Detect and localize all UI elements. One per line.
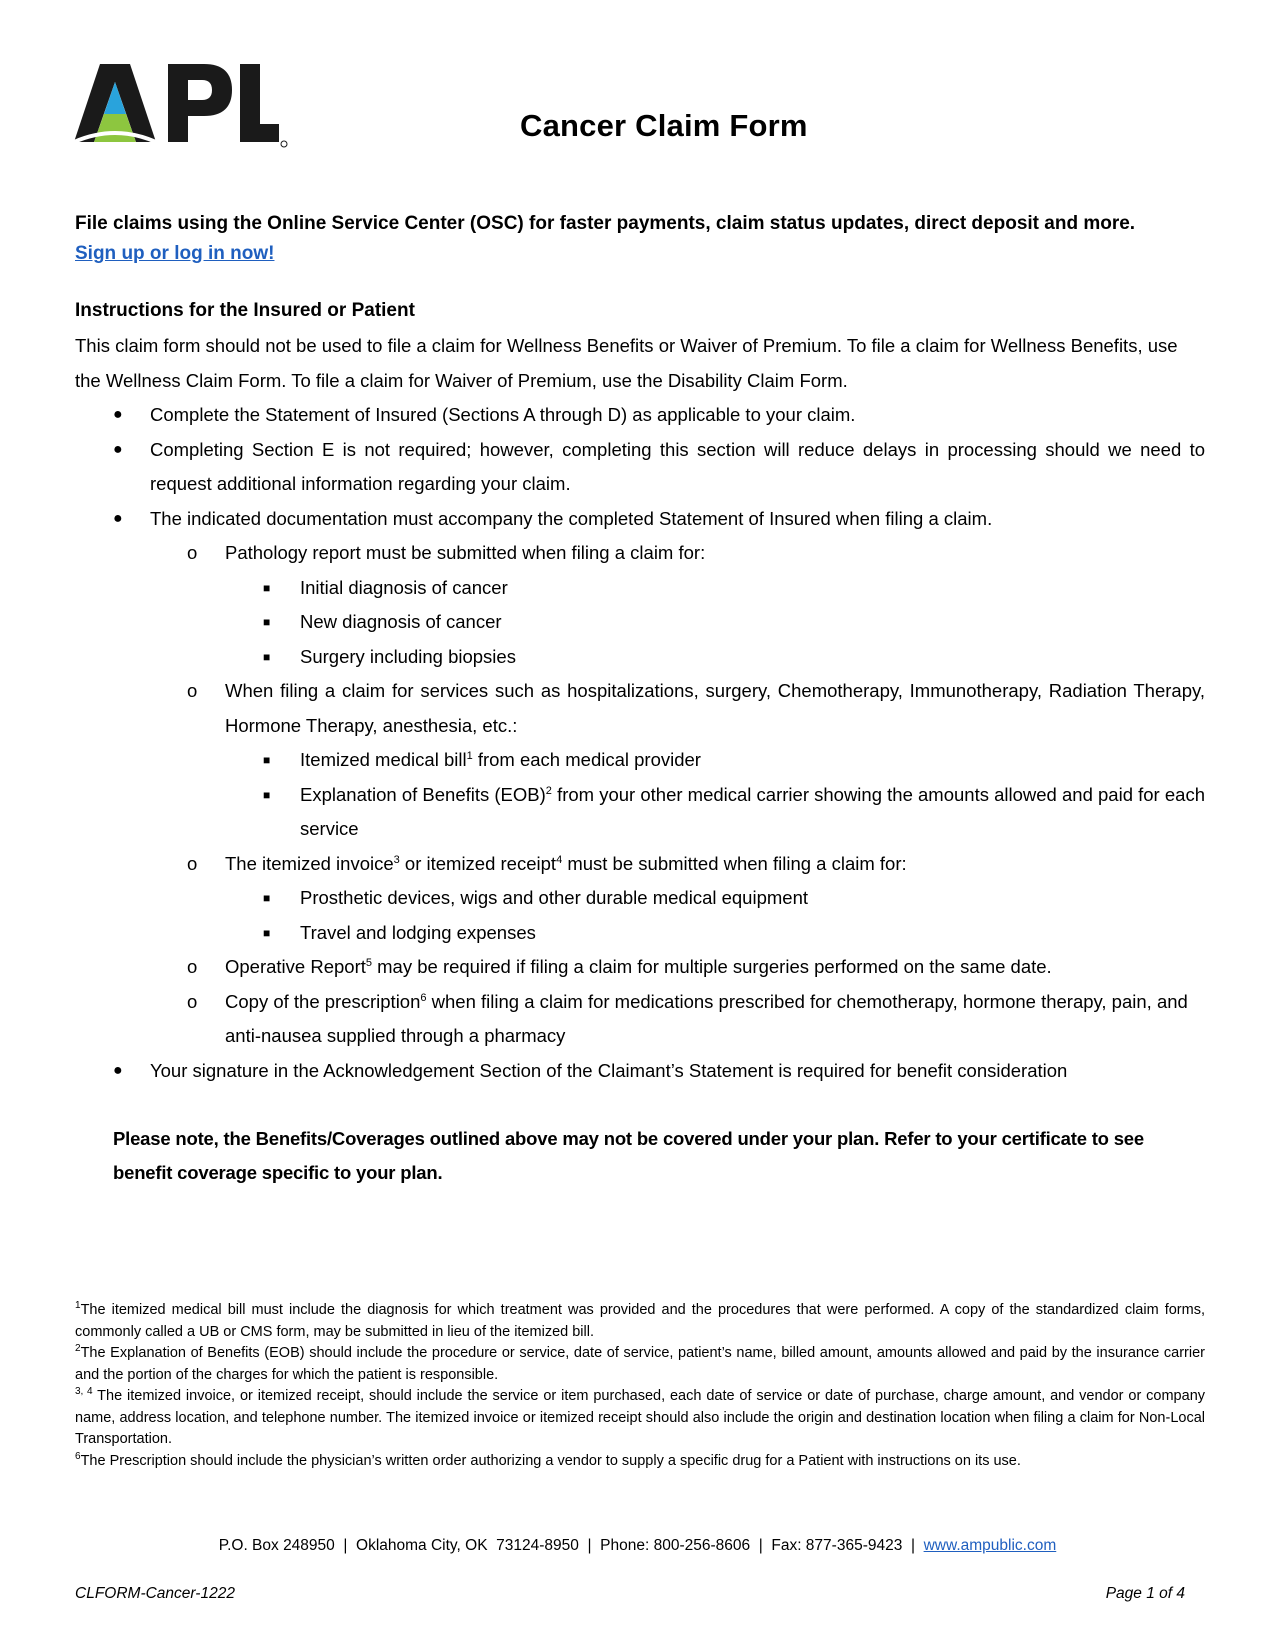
list-item: ■ Itemized medical bill$^1$ from each medical provider [75,743,1205,778]
bullet-icon: ● [113,406,123,423]
list-item: o Pathology report must be submitted when filing a claim for: [75,536,1205,571]
list-item: ■ Explanation of Benefits (EOB)$^2$ from your other medical carrier showing the amounts allowed and paid for each service [75,778,1205,847]
bullet-icon: ● [113,1061,123,1079]
contact-info: P.O. Box 248950 | Oklahoma City, OK 73124-8950 | Phone: 800-256-8606 | Fax: 877-365-9423 | www.ampublic.com [218,1537,1057,1554]
instructions-paragraph: This claim form should not be used to file a claim for Wellness Benefits or Waiver of Premium. To file a claim for Wellness Benefits, use the Wellness Claim Form. To file a claim for Waiver of Premium, use the Disability Claim Form. [75,335,1178,391]
circle-bullet-icon: o [187,542,198,563]
page-title: Cancer Claim Form [520,108,808,143]
list-item: ● Completing Section E is not required; however, completing this section will reduce delays in processing should we need to request additional information regarding your claim. [75,433,1205,502]
list-item: ■ Prosthetic devices, wigs and other durable medical equipment [75,881,1205,916]
circle-bullet-icon: o [187,990,198,1012]
footnote-6: $^6$The Prescription should include the physician’s written order authorizing a vendor to supply a specific drug for a Patient with instructions on its use. [75,1450,1021,1469]
square-bullet-icon: ■ [263,753,271,767]
website-link[interactable]: www.ampublic.com [923,1537,1057,1554]
footnote-3-4: $^{3, 4}$ The itemized invoice, or itemized receipt, should include the service or item purchased, each date of service or date of purchase, charge amount, and vendor or company name, address location, and telephone number. The itemized invoice or itemized receipt should also include the origin and destination location when filing a claim for Non-Local Transportation. [75,1386,1206,1447]
square-bullet-icon: ■ [263,925,271,940]
page-number: Page 1 of 4 [1105,1585,1185,1602]
list-item: o Copy of the prescription$^6$ when filing a claim for medications prescribed for chemotherapy, hormone therapy, pain, and anti-nausea supplied through a pharmacy [75,985,1205,1054]
coverage-note: Please note, the Benefits/Coverages outlined above may not be covered under your plan. Refer to your certificate to see benefit coverage specific to your plan. [113,1128,1144,1183]
list-item: o Operative Report$^5$ may be required if filing a claim for multiple surgeries performed on the same date. [75,950,1205,985]
square-bullet-icon: ■ [263,891,271,905]
bullet-icon: ● [113,440,123,458]
square-bullet-icon: ■ [263,649,271,664]
list-item: ● Complete the Statement of Insured (Sections A through D) as applicable to your claim. [75,398,1205,433]
footnotes [75,1300,1205,1472]
signup-link[interactable]: Sign up or log in now! [75,243,275,264]
list-item: o The itemized invoice$^3$ or itemized receipt$^4$ must be submitted when filing a claim for: [75,847,1205,882]
list-item: ● The indicated documentation must accompany the completed Statement of Insured when filing a claim. [75,502,1205,537]
list-item: ■ Initial diagnosis of cancer [75,571,1205,606]
instructions-heading: Instructions for the Insured or Patient [75,300,415,321]
square-bullet-icon: ■ [263,787,271,802]
list-item: o When filing a claim for services such as hospitalizations, surgery, Chemotherapy, Immunotherapy, Radiation Therapy, Hormone Therapy, anesthesia, etc.: [75,674,1205,743]
form-id: CLFORM-Cancer-1222 [75,1585,235,1602]
square-bullet-icon: ■ [263,615,271,629]
square-bullet-icon: ■ [263,580,271,595]
list-item: ● Your signature in the Acknowledgement Section of the Claimant’s Statement is required for benefit consideration [75,1054,1205,1089]
instructions-body [75,329,1205,1088]
list-item: ■ New diagnosis of cancer [75,605,1205,640]
footnote-2: $^2$The Explanation of Benefits (EOB) should include the procedure or service, date of service, patient’s name, billed amount, amounts allowed and paid by the insurance carrier and the portion of the charges for which the patient is responsible. [75,1343,1205,1383]
circle-bullet-icon: o [187,680,198,701]
apl-logo [74,64,296,156]
list-item: ■ Travel and lodging expenses [75,916,1205,951]
osc-intro-text: File claims using the Online Service Center (OSC) for faster payments, claim status updates, direct deposit and more. [75,213,1136,234]
bullet-icon: ● [113,509,123,527]
footnote-1: $^1$The itemized medical bill must include the diagnosis for which treatment was provided and the procedures that were performed. A copy of the standardized claim forms, commonly called a UB or CMS form, may be submitted in lieu of the itemized bill. [75,1300,1205,1340]
circle-bullet-icon: o [187,956,198,977]
circle-bullet-icon: o [187,852,198,874]
list-item: ■ Surgery including biopsies [75,640,1205,675]
